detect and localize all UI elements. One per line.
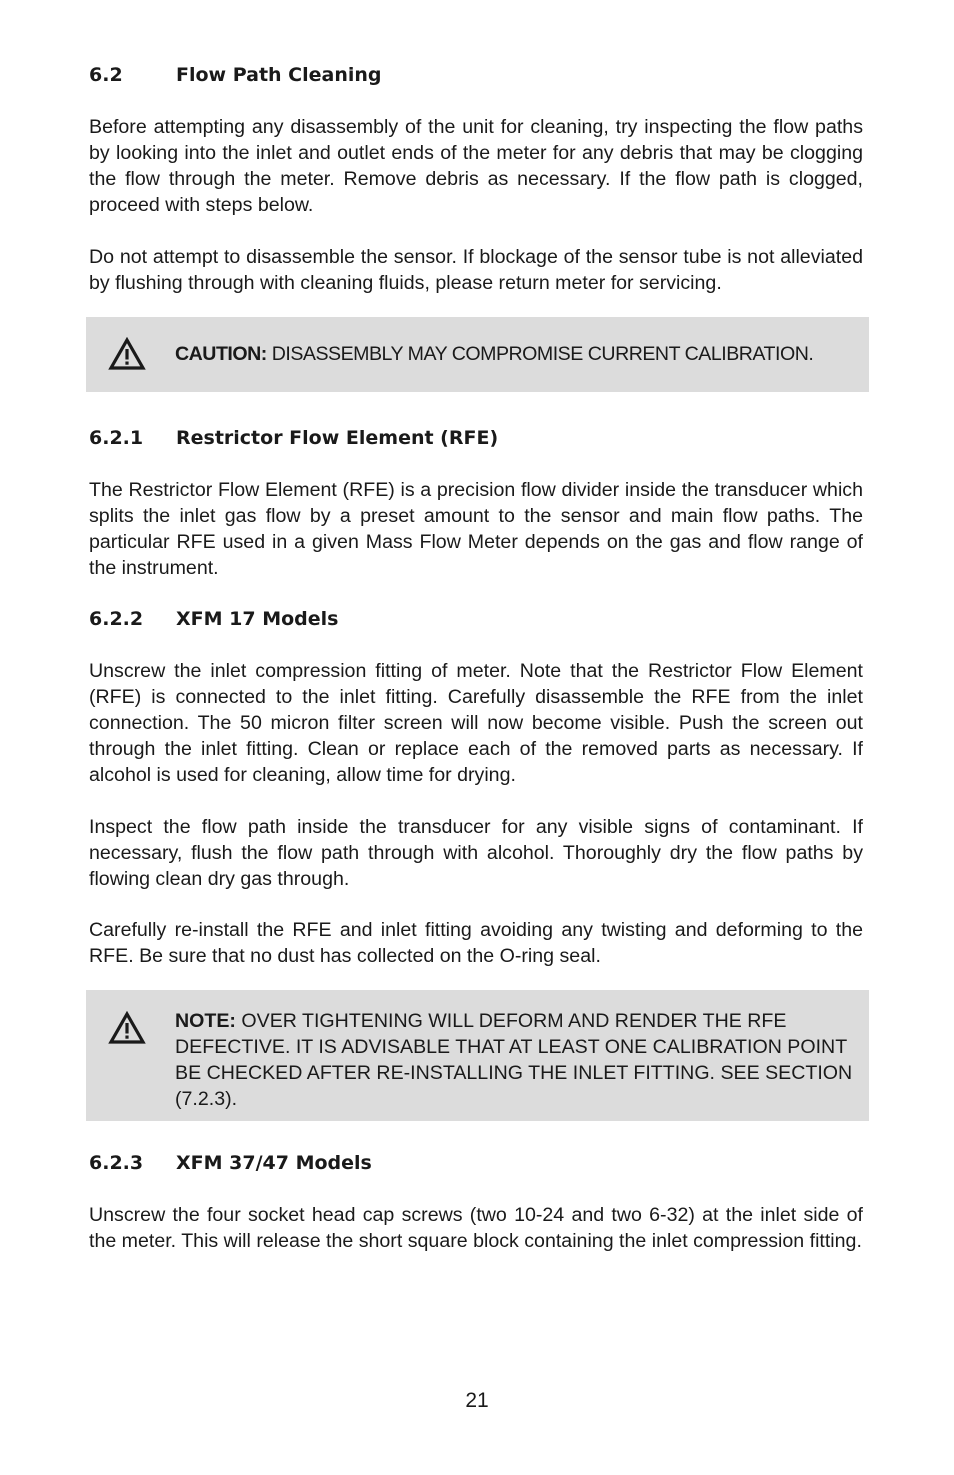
paragraph: The Restrictor Flow Element (RFE) is a precision flow divider inside the transducer which splits the inlet gas flow by a preset amount to the sensor and main flow paths. The particular RFE used in a given Mass Flow Meter depends on the gas and flow range of the instrument. bbox=[89, 479, 863, 579]
paragraph: Before attempting any disassembly of the unit for cleaning, try inspecting the flow paths by looking into the inlet and outlet ends of the meter for any debris that may be clogging the flow through the meter. Remove debris as necessary. If the flow path is clogged, proceed with steps below. bbox=[89, 116, 863, 216]
caution-label: CAUTION: bbox=[175, 343, 267, 365]
note-message: OVER TIGHTENING WILL DEFORM AND RENDER THE RFE DEFECTIVE. IT IS ADVISABLE THAT AT LEAST ONE CALIBRATION POINT BE CHECKED AFTER RE-INSTALLING THE INLET FITTING. SEE SECTION (7.2.3). bbox=[175, 1010, 853, 1110]
caution-message: DISASSEMBLY MAY COMPROMISE CURRENT CALIBRATION. bbox=[266, 343, 814, 365]
section-number: 6.2.1 bbox=[89, 427, 144, 449]
page-number: 21 bbox=[465, 1389, 489, 1412]
note-box bbox=[86, 990, 869, 1121]
paragraph: Unscrew the inlet compression fitting of meter. Note that the Restrictor Flow Element (RFE) is connected to the inlet fitting. Carefully disassemble the RFE from the inlet connection. The 50 micron filter screen will now become visible. Push the screen out through the inlet fitting. Clean or replace each of the removed parts as necessary. If alcohol is used for cleaning, allow time for drying. bbox=[89, 660, 863, 786]
paragraph: Unscrew the four socket head cap screws (two 10-24 and two 6-32) at the inlet side of the meter. This will release the short square block containing the inlet compression fitting. bbox=[89, 1204, 863, 1252]
section-heading-6-2-3 bbox=[89, 1151, 372, 1175]
section-heading-6-2 bbox=[89, 63, 382, 87]
section-heading-6-2-2 bbox=[89, 607, 338, 631]
note-text bbox=[175, 1008, 859, 1112]
warning-triangle-icon bbox=[108, 337, 146, 371]
section-number: 6.2.3 bbox=[89, 1152, 144, 1174]
section-title: XFM 17 Models bbox=[176, 608, 339, 630]
section-title: Flow Path Cleaning bbox=[176, 64, 382, 86]
section-heading-6-2-1 bbox=[89, 426, 498, 450]
paragraph: Inspect the flow path inside the transducer for any visible signs of contaminant. If necessary, flush the flow path through with alcohol. Thoroughly dry the flow paths by flowing clean dry gas through. bbox=[89, 816, 863, 890]
warning-triangle-icon bbox=[108, 1011, 146, 1045]
paragraph: Do not attempt to disassemble the sensor. If blockage of the sensor tube is not alleviated by flushing through with cleaning fluids, please return meter for servicing. bbox=[89, 246, 863, 294]
section-title: XFM 37/47 Models bbox=[176, 1152, 372, 1174]
section-title: Restrictor Flow Element (RFE) bbox=[176, 427, 499, 449]
section-number: 6.2 bbox=[89, 64, 123, 86]
caution-text bbox=[175, 341, 859, 367]
note-label: NOTE: bbox=[175, 1010, 236, 1032]
paragraph: Carefully re-install the RFE and inlet fitting avoiding any twisting and deforming to the RFE. Be sure that no dust has collected on the O-ring seal. bbox=[89, 919, 863, 967]
section-number: 6.2.2 bbox=[89, 608, 144, 630]
caution-box bbox=[86, 317, 869, 392]
